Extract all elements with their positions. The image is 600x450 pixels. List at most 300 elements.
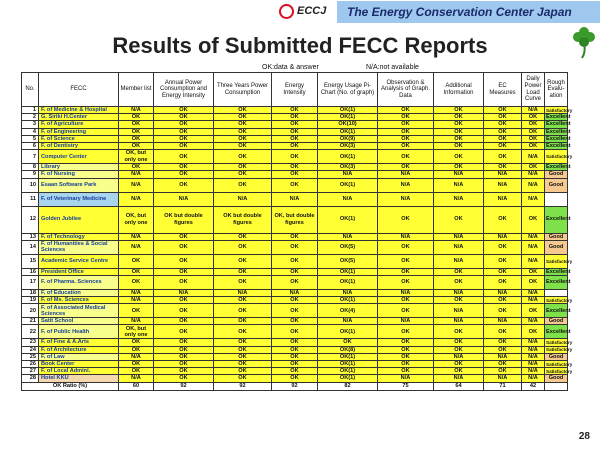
- row-number: 16: [22, 268, 39, 275]
- table-row: [22, 164, 568, 171]
- cell-three: OK: [214, 275, 272, 289]
- cell-obs: OK: [378, 206, 434, 233]
- evaluation-badge: Good: [545, 318, 568, 325]
- facility-name: F. of Ms. Sciences: [39, 297, 119, 304]
- cell-intensity: OK: [272, 128, 318, 135]
- org-name: The Energy Conservation Center Japan: [347, 5, 572, 19]
- evaluation-badge: Excellent: [545, 275, 568, 289]
- row-number: 13: [22, 233, 39, 240]
- cell-ec: OK: [484, 361, 522, 368]
- cell-daily: N/A: [522, 171, 545, 178]
- table-row: [22, 171, 568, 178]
- row-number: 12: [22, 206, 39, 233]
- row-number: 11: [22, 192, 39, 206]
- cell-intensity: OK: [272, 254, 318, 268]
- cell-ec: OK: [484, 114, 522, 121]
- cell-obs: N/A: [378, 178, 434, 192]
- cell-pie: N/A: [318, 171, 378, 178]
- cell-addl: OK: [434, 107, 484, 114]
- cell-annual: N/A: [154, 192, 214, 206]
- cell-member: N/A: [119, 233, 154, 240]
- ok-ratio-member: 60: [119, 382, 154, 390]
- cell-obs: OK: [378, 150, 434, 164]
- cell-member: N/A: [119, 178, 154, 192]
- evaluation-badge: [545, 289, 568, 296]
- cell-member: OK: [119, 339, 154, 346]
- cell-daily: OK: [522, 304, 545, 318]
- cell-addl: OK: [434, 135, 484, 142]
- row-number: 22: [22, 325, 39, 339]
- cell-intensity: OK: [272, 339, 318, 346]
- row-number: 9: [22, 171, 39, 178]
- row-number: 3: [22, 121, 39, 128]
- cell-obs: OK: [378, 254, 434, 268]
- ok-ratio-addl: 64: [434, 382, 484, 390]
- cell-member: OK: [119, 361, 154, 368]
- evaluation-badge: Good: [545, 353, 568, 360]
- cell-three: OK: [214, 114, 272, 121]
- facility-name: Academic Service Centre: [39, 254, 119, 268]
- facility-name: Hotel KKU: [39, 375, 119, 382]
- cell-ec: OK: [484, 128, 522, 135]
- cell-annual: OK: [154, 114, 214, 121]
- cell-daily: N/A: [522, 361, 545, 368]
- table-row: [22, 275, 568, 289]
- header-bar: [0, 0, 600, 24]
- col-header-evaluation: Rough Evalu- ation: [545, 73, 568, 107]
- cell-daily: OK: [522, 268, 545, 275]
- cell-member: N/A: [119, 171, 154, 178]
- cell-three: OK: [214, 178, 272, 192]
- cell-ec: OK: [484, 304, 522, 318]
- cell-pie: OK(1): [318, 325, 378, 339]
- cell-intensity: OK: [272, 368, 318, 375]
- evaluation-badge: Excellent: [546, 114, 571, 121]
- cell-three: OK: [214, 164, 272, 171]
- ok-ratio-obs: 75: [378, 382, 434, 390]
- cell-daily: N/A: [522, 375, 545, 382]
- cell-daily: OK: [522, 121, 545, 128]
- table-row: [22, 121, 568, 128]
- cell-intensity: OK: [272, 361, 318, 368]
- col-header-no: No.: [22, 73, 39, 107]
- evaluation-badge: Satisfactory: [546, 368, 573, 374]
- cell-ec: OK: [484, 240, 522, 254]
- cell-ec: OK: [484, 368, 522, 375]
- cell-pie: N/A: [318, 318, 378, 325]
- table-row: [22, 325, 568, 339]
- cell-three: OK: [214, 142, 272, 149]
- cell-obs: OK: [378, 135, 434, 142]
- cell-addl: N/A: [434, 192, 484, 206]
- cell-annual: OK: [154, 171, 214, 178]
- evaluation-badge: Excellent: [545, 325, 568, 339]
- cell-obs: OK: [378, 128, 434, 135]
- facility-name: Computer Center: [39, 150, 119, 164]
- cell-daily: OK: [522, 164, 545, 171]
- facility-name: Book Center: [39, 361, 119, 368]
- cell-annual: OK: [154, 150, 214, 164]
- cell-obs: OK: [378, 339, 434, 346]
- cell-ec: OK: [484, 206, 522, 233]
- row-number: 8: [22, 164, 39, 171]
- table-row: [22, 289, 568, 296]
- cell-three: OK: [214, 361, 272, 368]
- cell-pie: OK(8): [318, 346, 378, 353]
- table-row: [22, 114, 568, 121]
- row-number: 2: [22, 114, 39, 121]
- cell-member: OK: [119, 368, 154, 375]
- cell-three: OK: [214, 254, 272, 268]
- cell-intensity: OK: [272, 375, 318, 382]
- col-header-member: Member list: [119, 73, 154, 107]
- cell-addl: OK: [434, 206, 484, 233]
- cell-ec: N/A: [484, 192, 522, 206]
- cell-three: OK: [214, 107, 272, 114]
- ok-ratio-ec: 71: [484, 382, 522, 390]
- cell-pie: OK(1): [318, 275, 378, 289]
- cell-obs: N/A: [378, 192, 434, 206]
- row-number: 5: [22, 135, 39, 142]
- cell-ec: OK: [484, 254, 522, 268]
- cell-obs: OK: [378, 297, 434, 304]
- cell-obs: OK: [378, 275, 434, 289]
- cell-daily: N/A: [522, 254, 545, 268]
- evaluation-badge: Satisfactory: [546, 361, 573, 367]
- table-row: [22, 368, 568, 375]
- facility-name: F. of Associated Medical Sciences: [39, 304, 119, 318]
- cell-three: OK: [214, 325, 272, 339]
- cell-annual: OK: [154, 268, 214, 275]
- cell-three: OK: [214, 121, 272, 128]
- evaluation-badge: Excellent: [545, 304, 568, 318]
- cell-annual: OK: [154, 164, 214, 171]
- cell-annual: OK: [154, 178, 214, 192]
- evaluation-badge: Satisfactory: [546, 297, 573, 303]
- cell-pie: OK(5): [318, 254, 378, 268]
- table-row: [22, 375, 568, 382]
- cell-daily: OK: [522, 325, 545, 339]
- cell-addl: N/A: [434, 375, 484, 382]
- ok-ratio-three: 92: [214, 382, 272, 390]
- cell-annual: OK: [154, 297, 214, 304]
- evaluation-badge: Good: [545, 171, 568, 178]
- cell-pie: OK(1): [318, 368, 378, 375]
- evaluation-badge: Good: [545, 178, 568, 192]
- cell-addl: OK: [434, 121, 484, 128]
- cell-annual: OK: [154, 375, 214, 382]
- facility-name: F. of Engineering: [39, 128, 119, 135]
- cell-addl: N/A: [434, 318, 484, 325]
- table-row: [22, 135, 568, 142]
- table-row: [22, 142, 568, 149]
- cell-ec: OK: [484, 325, 522, 339]
- facility-name: F. of Agriculture: [39, 121, 119, 128]
- cell-daily: N/A: [522, 297, 545, 304]
- evaluation-badge: Excellent: [545, 206, 568, 233]
- facility-name: Satit School: [39, 318, 119, 325]
- cell-obs: OK: [378, 346, 434, 353]
- cell-obs: N/A: [378, 289, 434, 296]
- cell-ec: OK: [484, 297, 522, 304]
- cell-pie: OK(1): [318, 150, 378, 164]
- cell-obs: OK: [378, 304, 434, 318]
- cell-ec: OK: [484, 268, 522, 275]
- cell-member: N/A: [119, 318, 154, 325]
- cell-obs: N/A: [378, 375, 434, 382]
- cell-three: OK: [214, 268, 272, 275]
- cell-ec: OK: [484, 164, 522, 171]
- row-number: 27: [22, 368, 39, 375]
- evaluation-badge: Satisfactory: [546, 340, 573, 345]
- cell-intensity: OK: [272, 353, 318, 360]
- cell-three: OK: [214, 304, 272, 318]
- col-header-fecc: FECC: [39, 73, 119, 107]
- cell-annual: OK: [154, 368, 214, 375]
- evaluation-badge: Excellent: [546, 135, 571, 142]
- cell-intensity: OK: [272, 346, 318, 353]
- fecc-results-table: [21, 72, 573, 391]
- eccj-logo-icon: [279, 4, 294, 19]
- cell-intensity: OK: [272, 107, 318, 114]
- cell-pie: OK(1): [318, 268, 378, 275]
- cell-member: N/A: [119, 289, 154, 296]
- cell-obs: N/A: [378, 233, 434, 240]
- facility-name: F. of Nursing: [39, 171, 119, 178]
- cell-annual: OK: [154, 233, 214, 240]
- cell-pie: OK(3): [318, 164, 378, 171]
- cell-member: N/A: [119, 240, 154, 254]
- cell-member: OK, but only one: [119, 150, 154, 164]
- cell-intensity: OK, but double figures: [272, 206, 318, 233]
- cell-three: OK: [214, 240, 272, 254]
- facility-name: President Office: [39, 268, 119, 275]
- cell-obs: OK: [378, 368, 434, 375]
- cell-addl: OK: [434, 114, 484, 121]
- table-row: [22, 206, 568, 233]
- cell-pie: OK(1): [318, 206, 378, 233]
- cell-member: N/A: [119, 107, 154, 114]
- cell-pie: OK(1): [318, 353, 378, 360]
- cell-daily: OK: [522, 142, 545, 149]
- evaluation-badge: Satisfactory: [546, 347, 573, 353]
- evaluation-badge: Good: [545, 233, 568, 240]
- facility-name: F. of Dentistry: [39, 142, 119, 149]
- col-header-intensity: Energy Intensity: [272, 73, 318, 107]
- col-header-daily: Daily Power Load Curve: [522, 73, 545, 107]
- cell-annual: OK: [154, 325, 214, 339]
- evaluation-badge: Excellent: [546, 142, 571, 149]
- cell-annual: OK: [154, 275, 214, 289]
- legend-na: N/A:not available: [366, 64, 419, 71]
- cell-ec: OK: [484, 150, 522, 164]
- facility-name: F. of Law: [39, 353, 119, 360]
- cell-ec: N/A: [484, 353, 522, 360]
- cell-daily: OK: [522, 206, 545, 233]
- table-row: [22, 128, 568, 135]
- table-row: [22, 361, 568, 368]
- cell-intensity: OK: [272, 121, 318, 128]
- cell-annual: OK: [154, 107, 214, 114]
- facility-name: G. Siriki H.Center: [39, 114, 119, 121]
- cell-daily: N/A: [522, 107, 545, 114]
- table-row: [22, 304, 568, 318]
- legend-ok: OK:data & answer: [262, 64, 319, 71]
- row-number: 18: [22, 289, 39, 296]
- cell-annual: OK: [154, 240, 214, 254]
- cell-member: OK: [119, 142, 154, 149]
- cell-ec: OK: [484, 275, 522, 289]
- cell-intensity: OK: [272, 142, 318, 149]
- cell-annual: OK: [154, 142, 214, 149]
- cell-addl: N/A: [434, 304, 484, 318]
- cell-daily: N/A: [522, 368, 545, 375]
- facility-name: F. of Local Admini.: [39, 368, 119, 375]
- cell-member: OK: [119, 135, 154, 142]
- cell-obs: OK: [378, 114, 434, 121]
- cell-intensity: OK: [272, 114, 318, 121]
- row-number: 17: [22, 275, 39, 289]
- cell-member: OK, but only one: [119, 325, 154, 339]
- cell-obs: OK: [378, 268, 434, 275]
- cell-three: N/A: [214, 192, 272, 206]
- cell-intensity: OK: [272, 135, 318, 142]
- table-row: [22, 233, 568, 240]
- evaluation-badge: Excellent: [546, 164, 571, 171]
- row-number: 21: [22, 318, 39, 325]
- cell-ec: N/A: [484, 171, 522, 178]
- cell-ec: OK: [484, 142, 522, 149]
- cell-member: N/A: [119, 297, 154, 304]
- table-row: [22, 318, 568, 325]
- cell-addl: OK: [434, 142, 484, 149]
- cell-three: OK: [214, 375, 272, 382]
- table-row: [22, 178, 568, 192]
- cell-annual: OK: [154, 318, 214, 325]
- ok-ratio-label: OK Ratio (%): [22, 382, 119, 390]
- cell-intensity: OK: [272, 275, 318, 289]
- cell-member: OK: [119, 114, 154, 121]
- row-number: 10: [22, 178, 39, 192]
- cell-addl: OK: [434, 128, 484, 135]
- table-row: [22, 268, 568, 275]
- cell-pie: OK(1): [318, 128, 378, 135]
- cell-pie: OK(1): [318, 178, 378, 192]
- cell-ec: OK: [484, 346, 522, 353]
- facility-name: Esaan Software Park: [39, 178, 119, 192]
- cell-intensity: OK: [272, 325, 318, 339]
- cell-daily: OK: [522, 114, 545, 121]
- cell-member: OK: [119, 304, 154, 318]
- table-row: [22, 107, 568, 114]
- cell-intensity: OK: [272, 150, 318, 164]
- evaluation-badge: Good: [545, 240, 568, 254]
- cell-addl: OK: [434, 339, 484, 346]
- cell-three: OK: [214, 171, 272, 178]
- cell-ec: N/A: [484, 375, 522, 382]
- evaluation-badge: Satisfactory: [545, 150, 568, 164]
- facility-name: F. of Fine & A.Arts: [39, 339, 119, 346]
- cell-ec: OK: [484, 339, 522, 346]
- cell-pie: OK(5): [318, 240, 378, 254]
- cell-addl: OK: [434, 164, 484, 171]
- cell-ec: OK: [484, 107, 522, 114]
- cell-intensity: OK: [272, 268, 318, 275]
- cell-annual: OK but double figures: [154, 206, 214, 233]
- cell-member: OK: [119, 275, 154, 289]
- cell-pie: N/A: [318, 192, 378, 206]
- cell-addl: OK: [434, 297, 484, 304]
- cell-daily: OK: [522, 275, 545, 289]
- facility-name: F. of Medicine & Hospital: [39, 107, 119, 114]
- clover-leaf-icon: [572, 20, 596, 60]
- cell-pie: OK(1): [318, 114, 378, 121]
- cell-daily: N/A: [522, 289, 545, 296]
- cell-annual: OK: [154, 128, 214, 135]
- cell-daily: N/A: [522, 353, 545, 360]
- cell-intensity: OK: [272, 164, 318, 171]
- cell-member: OK, but only one: [119, 206, 154, 233]
- evaluation-badge: Good: [545, 375, 568, 382]
- evaluation-badge: [545, 192, 568, 206]
- cell-three: OK: [214, 135, 272, 142]
- table-row: [22, 240, 568, 254]
- cell-intensity: N/A: [272, 192, 318, 206]
- cell-ec: OK: [484, 121, 522, 128]
- row-number: 6: [22, 142, 39, 149]
- cell-pie: OK(1): [318, 361, 378, 368]
- facility-name: F. of Pharma. Sciences: [39, 275, 119, 289]
- cell-pie: OK(1): [318, 107, 378, 114]
- facility-name: F. of Humanities & Social Sciences: [39, 240, 119, 254]
- row-number: 15: [22, 254, 39, 268]
- row-number: 19: [22, 297, 39, 304]
- evaluation-badge: Excellent: [546, 128, 571, 135]
- cell-addl: N/A: [434, 178, 484, 192]
- cell-three: OK: [214, 346, 272, 353]
- cell-pie: OK: [318, 339, 378, 346]
- cell-intensity: OK: [272, 233, 318, 240]
- cell-obs: OK: [378, 240, 434, 254]
- cell-intensity: N/A: [272, 289, 318, 296]
- table-row: [22, 346, 568, 353]
- table-row: [22, 150, 568, 164]
- cell-daily: N/A: [522, 178, 545, 192]
- cell-annual: OK: [154, 339, 214, 346]
- cell-obs: OK: [378, 107, 434, 114]
- facility-name: F. of Education: [39, 289, 119, 296]
- col-header-observation: Observation & Analysis of Graph. Data: [378, 73, 434, 107]
- cell-addl: OK: [434, 325, 484, 339]
- cell-addl: N/A: [434, 254, 484, 268]
- cell-annual: OK: [154, 135, 214, 142]
- cell-member: OK: [119, 346, 154, 353]
- row-number: 20: [22, 304, 39, 318]
- cell-intensity: OK: [272, 304, 318, 318]
- row-number: 14: [22, 240, 39, 254]
- row-number: 25: [22, 353, 39, 360]
- evaluation-badge: Satisfactory: [545, 254, 568, 268]
- cell-obs: OK: [378, 121, 434, 128]
- cell-intensity: OK: [272, 171, 318, 178]
- cell-member: OK: [119, 128, 154, 135]
- facility-name: F. of Science: [39, 135, 119, 142]
- cell-member: N/A: [119, 353, 154, 360]
- cell-pie: OK(10): [318, 121, 378, 128]
- cell-addl: N/A: [434, 353, 484, 360]
- cell-ec: OK: [484, 135, 522, 142]
- cell-daily: N/A: [522, 318, 545, 325]
